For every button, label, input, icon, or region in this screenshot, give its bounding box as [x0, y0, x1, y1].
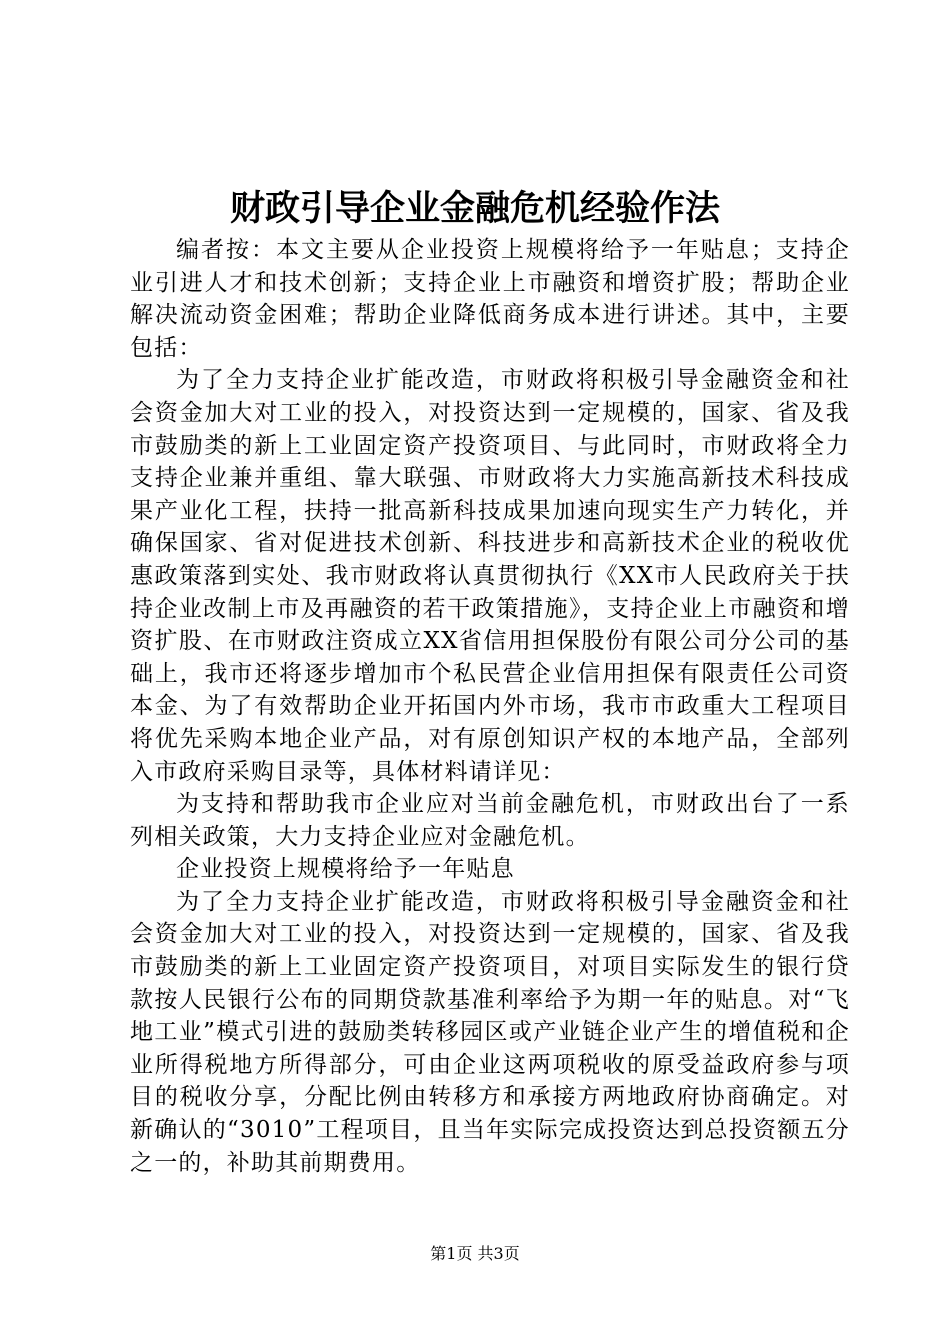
body-paragraph: 为了全力支持企业扩能改造，市财政将积极引导金融资金和社会资金加大对工业的投入，对投资达到一定规模的，国家、省及我市鼓励类的新上工业固定资产投资项目，对项目实际发生的银行贷款按人民银行公布的同期贷款基准利率给予为期一年的贴息。对“飞地工业”模式引进的鼓励类转移园区或产业链企业产生的增值税和企业所得税地方所得部分，可由企业这两项税收的原受益政府参与项目的税收分享，分配比例由转移方和承接方两地政府协商确定。对新确认的“3010”工程项目，且当年实际完成投资达到总投资额五分之一的，补助其前期费用。	[130, 888, 850, 1176]
section-heading: 企业投资上规模将给予一年贴息	[176, 856, 515, 883]
document-title: 财政引导企业金融危机经验作法	[229, 188, 720, 229]
body-paragraph: 为了全力支持企业扩能改造，市财政将积极引导金融资金和社会资金加大对工业的投入，对投资达到一定规模的，国家、省及我市鼓励类的新上工业固定资产投资项目、与此同时，市财政将全力支持企业兼并重组、靠大联强、市财政将大力实施高新技术科技成果产业化工程，扶持一批高新科技成果加速向现实生产力转化，并确保国家、省对促进技术创新、科技进步和高新技术企业的税收优惠政策落到实处、我市财政将认真贯彻执行《XX市人民政府关于扶持企业改制上市及再融资的若干政策措施》，支持企业上市融资和增资扩股、在市财政注资成立XX省信用担保股份有限公司分公司的基础上，我市还将逐步增加市个私民营企业信用担保有限责任公司资本金、为了有效帮助企业开拓国内外市场，我市市政重大工程项目将优先采购本地企业产品，对有原创知识产权的本地产品，全部列入市政府采购目录等，具体材料请详见：	[130, 367, 850, 785]
editor-note-paragraph: 编者按：本文主要从企业投资上规模将给予一年贴息；支持企业引进人才和技术创新；支持企业上市融资和增资扩股；帮助企业解决流动资金困难；帮助企业降低商务成本进行讲述。其中，主要包括：	[130, 237, 850, 361]
body-paragraph: 为支持和帮助我市企业应对当前金融危机，市财政出台了一系列相关政策，大力支持企业应对金融危机。	[130, 791, 850, 850]
page-footer: 第1页 共3页	[430, 1244, 520, 1263]
document-body	[130, 234, 850, 1179]
